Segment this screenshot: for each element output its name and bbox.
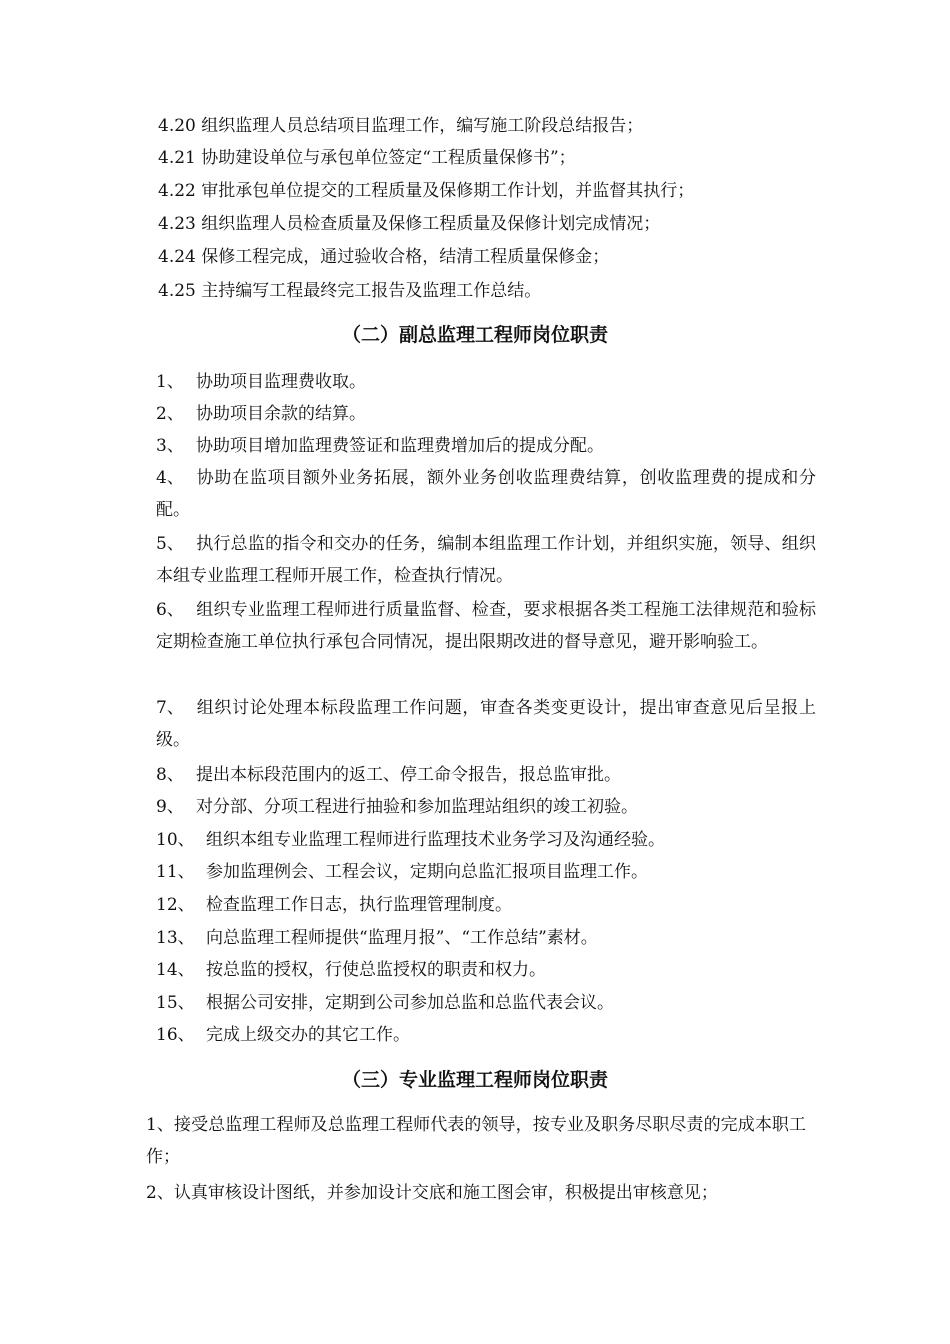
item-text: 组织监理人员检查质量及保修工程质量及保修计划完成情况； (201, 214, 661, 234)
item-number: 7、 (156, 698, 184, 718)
list-item (156, 959, 546, 981)
item-text: 组织本组专业监理工程师进行监理技术业务学习及沟通经验。 (206, 830, 665, 850)
item-text: 按总监的授权，行使总监授权的职责和权力。 (206, 960, 546, 980)
item-number: 4、 (156, 468, 184, 488)
list-item (156, 371, 366, 393)
item-text: 提出本标段范围内的返工、停工命令报告，报总监审批。 (196, 765, 621, 785)
item-text: 协助建设单位与承包单位签定“工程质量保修书”； (201, 148, 576, 168)
list-item (156, 829, 665, 851)
item-number: 4.23 (158, 214, 196, 234)
item-text: 组织讨论处理本标段监理工作问题，审查各类变更设计，提出审查意见后呈报上级。 (156, 698, 816, 750)
item-text: 主持编写工程最终完工报告及监理工作总结。 (201, 281, 542, 301)
item-number: 8、 (156, 765, 184, 785)
list-item (156, 462, 816, 526)
item-number: 11、 (156, 862, 195, 882)
item-number: 15、 (156, 993, 195, 1013)
item-number: 2、 (156, 404, 184, 424)
list-item (156, 894, 512, 916)
item-number: 4.20 (158, 116, 196, 136)
list-item (156, 992, 614, 1014)
list-item (156, 927, 598, 949)
list-item: 1、接受总监理工程师及总监理工程师代表的领导，按专业及职务尽职尽责的完成本职工作； (146, 1115, 806, 1167)
item-number: 4.25 (158, 281, 196, 301)
list-item (156, 403, 366, 425)
item-number: 9、 (156, 797, 184, 817)
item-number: 1、 (156, 372, 184, 392)
item-text: 执行总监的指令和交办的任务，编制本组监理工作计划，并组织实施，领导、组织本组专业监理工程师开展工作，检查执行情况。 (156, 534, 816, 586)
item-number: 6、 (156, 600, 184, 620)
item-text: 协助项目余款的结算。 (196, 404, 366, 424)
item-number: 4.22 (158, 181, 196, 201)
list-item (158, 147, 576, 169)
item-text: 根据公司安排，定期到公司参加总监和总监代表会议。 (206, 993, 614, 1013)
item-text: 保修工程完成，通过验收合格，结清工程质量保修金； (201, 247, 610, 267)
item-text: 对分部、分项工程进行抽验和参加监理站组织的竣工初验。 (196, 797, 638, 817)
item-text: 审批承包单位提交的工程质量及保修期工作计划，并监督其执行； (201, 181, 695, 201)
item-text: 参加监理例会、工程会议，定期向总监汇报项目监理工作。 (206, 862, 648, 882)
list-item (156, 528, 816, 592)
list-item (158, 246, 609, 268)
item-number: 10、 (156, 830, 195, 850)
list-item (158, 180, 694, 202)
list-item (156, 764, 621, 786)
item-number: 14、 (156, 960, 195, 980)
list-item (158, 115, 643, 137)
item-text: 完成上级交办的其它工作。 (206, 1025, 410, 1045)
item-text: 组织监理人员总结项目监理工作，编写施工阶段总结报告； (201, 116, 644, 136)
section-heading: （二）副总监理工程师岗位职责 (341, 324, 608, 346)
section-heading: （三）专业监理工程师岗位职责 (341, 1069, 608, 1091)
item-text: 检查监理工作日志，执行监理管理制度。 (206, 895, 512, 915)
list-item (158, 213, 660, 235)
item-text: 组织专业监理工程师进行质量监督、检查，要求根据各类工程施工法律规范和验标定期检查施工单位执行承包合同情况，提出限期改进的督导意见，避开影响验工。 (156, 600, 816, 652)
item-text: 协助项目监理费收取。 (196, 372, 366, 392)
list-item (158, 280, 541, 302)
list-item: 2、认真审核设计图纸，并参加设计交底和施工图会审，积极提出审核意见； (146, 1183, 718, 1203)
item-number: 5、 (156, 534, 184, 554)
list-item (156, 1024, 410, 1046)
item-number: 3、 (156, 436, 184, 456)
item-number: 4.24 (158, 247, 196, 267)
item-text: 协助在监项目额外业务拓展，额外业务创收监理费结算，创收监理费的提成和分配。 (156, 468, 816, 520)
item-number: 12、 (156, 895, 195, 915)
item-number: 13、 (156, 928, 195, 948)
item-text: 向总监理工程师提供“监理月报”、“工作总结”素材。 (206, 928, 598, 948)
item-number: 4.21 (158, 148, 196, 168)
list-item (156, 796, 638, 818)
item-text: 协助项目增加监理费签证和监理费增加后的提成分配。 (196, 436, 604, 456)
item-number: 16、 (156, 1025, 195, 1045)
list-item (156, 861, 648, 883)
list-item (156, 435, 604, 457)
list-item (156, 594, 816, 658)
list-item (156, 692, 816, 756)
